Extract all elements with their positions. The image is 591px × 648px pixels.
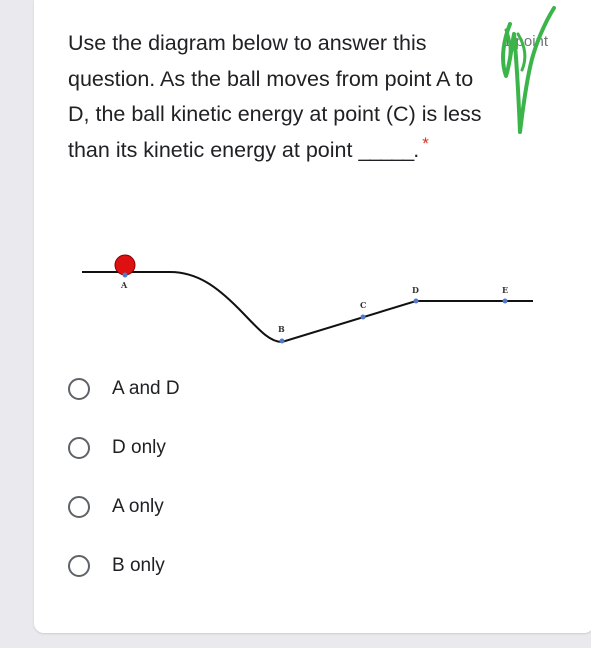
option-label: A only bbox=[112, 496, 164, 517]
option-b-only[interactable] bbox=[68, 551, 368, 581]
point-a-dot bbox=[123, 273, 128, 278]
ball bbox=[115, 255, 135, 275]
point-e-dot bbox=[503, 299, 508, 304]
radio-button[interactable] bbox=[68, 496, 90, 518]
answer-blank: _____. bbox=[358, 137, 419, 162]
radio-button[interactable] bbox=[68, 378, 90, 400]
option-label: A and D bbox=[112, 378, 180, 399]
option-a-only[interactable] bbox=[68, 492, 368, 522]
track-line bbox=[82, 272, 533, 342]
option-d-only[interactable] bbox=[68, 433, 368, 463]
point-label-c: C bbox=[360, 300, 367, 310]
point-label-b: B bbox=[278, 324, 285, 334]
option-a-and-d[interactable] bbox=[68, 374, 368, 404]
point-label-a: A bbox=[121, 280, 128, 290]
option-label: B only bbox=[112, 555, 165, 576]
track-diagram bbox=[78, 246, 538, 356]
green-check-mark bbox=[488, 4, 560, 136]
point-b-dot bbox=[280, 339, 285, 344]
required-asterisk: * bbox=[422, 133, 429, 153]
option-label: D only bbox=[112, 437, 166, 458]
point-c-dot bbox=[361, 315, 366, 320]
radio-button[interactable] bbox=[68, 555, 90, 577]
radio-button[interactable] bbox=[68, 437, 90, 459]
question-body: Use the diagram below to answer this question. As the ball moves from point A to D, the ball kinetic energy at point (C) is less than its kinetic energy at point bbox=[68, 31, 482, 162]
point-d-dot bbox=[414, 299, 419, 304]
points-label: 1 point bbox=[503, 33, 549, 50]
point-label-d: D bbox=[412, 285, 419, 295]
point-label-e: E bbox=[502, 285, 509, 295]
question-text bbox=[68, 26, 493, 169]
